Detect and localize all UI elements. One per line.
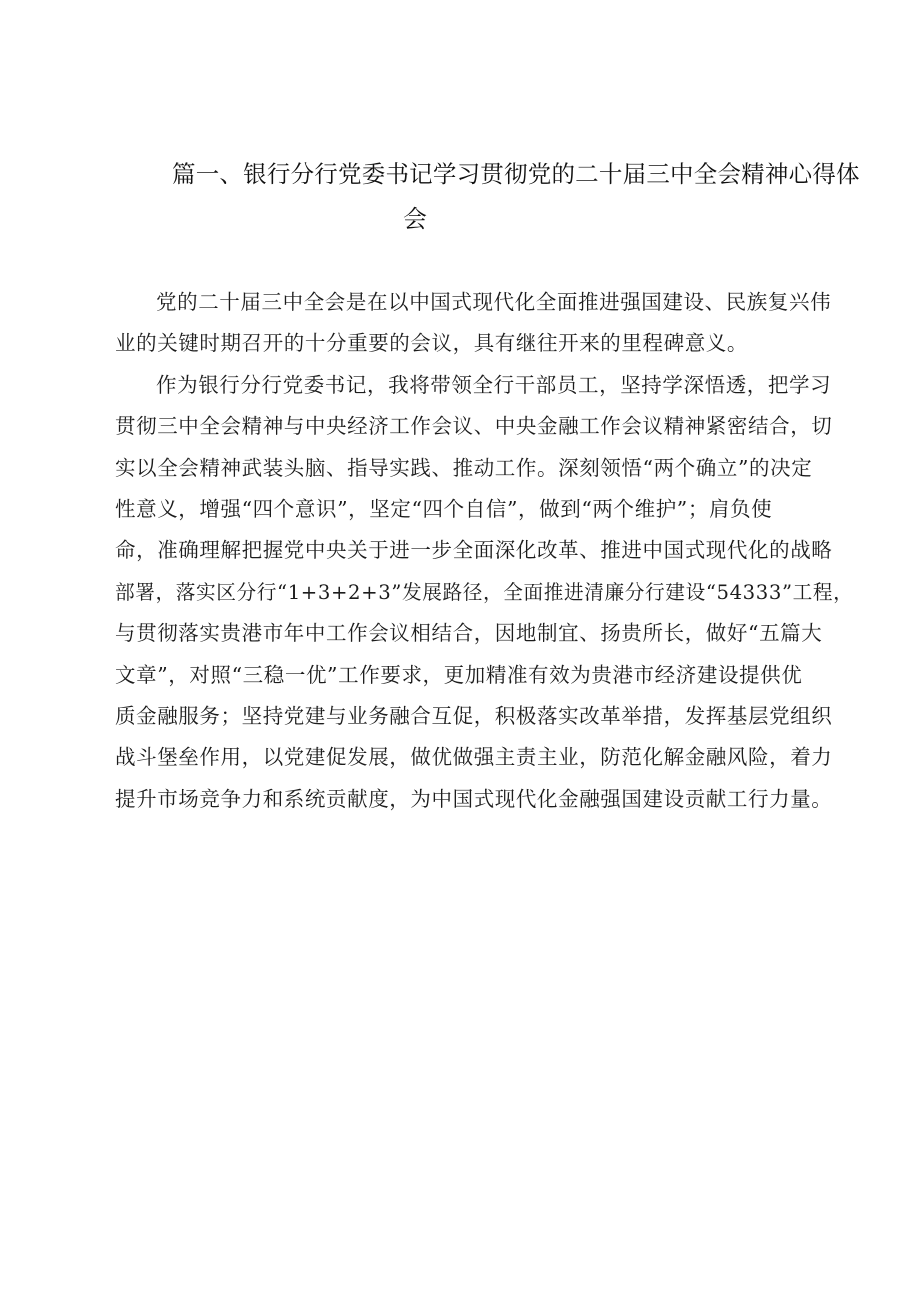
paragraph-line: 性意义，增强“四个意识”，坚定“四个自信”，做到“两个维护”；肩负使 <box>115 497 773 522</box>
paragraph-line: 贯彻三中全会精神与中央经济工作会议、中央金融工作会议精神紧密结合，切 <box>115 414 833 439</box>
paragraph-line: 命，准确理解把握党中央关于进一步全面深化改革、推进中国式现代化的战略 <box>115 538 833 563</box>
paragraph-line: 质金融服务；坚持党建与业务融合互促，积极落实改革举措，发挥基层党组织 <box>115 704 833 729</box>
paragraph <box>115 365 855 820</box>
title-line: 篇一、银行分行党委书记学习贯彻党的二十届三中全会精神心得体 <box>172 160 860 188</box>
paragraph-line: 提升市场竞争力和系统贡献度，为中国式现代化金融强国建设贡献工行力量。 <box>115 786 833 811</box>
paragraph-line: 部署，落实区分行“1+3+2+3”发展路径，全面推进清廉分行建设“54333”工程， <box>115 580 854 604</box>
document-title <box>172 152 862 242</box>
title-line: 会 <box>403 205 428 233</box>
paragraph-line: 党的二十届三中全会是在以中国式现代化全面推进强国建设、民族复兴伟 <box>156 290 832 314</box>
paragraph-line: 作为银行分行党委书记，我将带领全行干部员工，坚持学深悟透，把学习 <box>156 372 832 397</box>
paragraph-line: 与贯彻落实贵港市年中工作会议相结合，因地制宜、扬贵所长，做好“五篇大 <box>115 621 823 646</box>
paragraph-line: 战斗堡垒作用，以党建促发展，做优做强主责主业，防范化解金融风险，着力 <box>115 745 833 770</box>
paragraph <box>115 282 855 365</box>
paragraph-line: 业的关键时期召开的十分重要的会议，具有继往开来的里程碑意义。 <box>115 331 748 356</box>
paragraph-line: 实以全会精神武装头脑、指导实践、推动工作。深刻领悟“两个确立”的决定 <box>115 455 813 480</box>
document-body <box>115 282 855 820</box>
paragraph-line: 文章”，对照“三稳一优”工作要求，更加精准有效为贵港市经济建设提供优 <box>115 662 803 687</box>
